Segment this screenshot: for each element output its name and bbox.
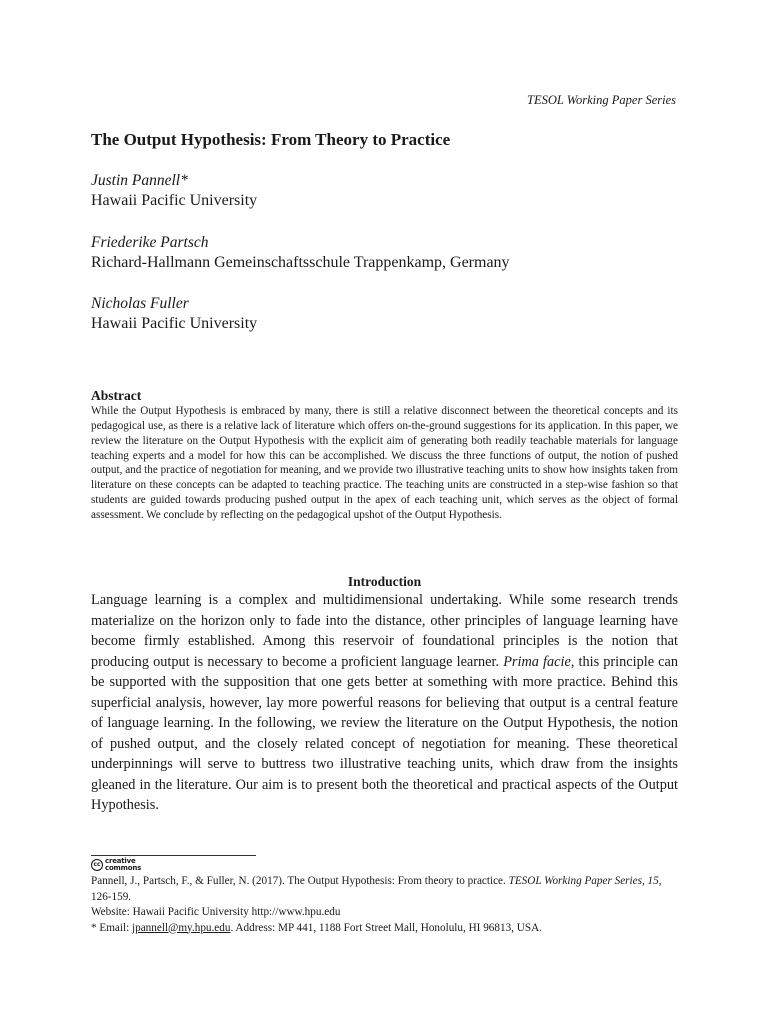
author-block bbox=[91, 294, 257, 334]
website-line: Website: Hawaii Pacific University http://www.hpu.edu bbox=[91, 906, 341, 918]
author-block bbox=[91, 233, 510, 273]
introduction-section bbox=[91, 573, 678, 816]
introduction-paragraph bbox=[91, 590, 678, 816]
abstract-heading: Abstract bbox=[91, 388, 142, 403]
abstract-section bbox=[91, 387, 678, 523]
author-affiliation: Hawaii Pacific University bbox=[91, 315, 258, 332]
author-name: Friederike Partsch bbox=[91, 234, 209, 251]
footnote bbox=[91, 874, 681, 936]
cc-wordmark-line: commons bbox=[105, 863, 142, 872]
author-affiliation: Richard-Hallmann Gemeinschaftsschule Trappenkamp, Germany bbox=[91, 254, 510, 271]
email-link[interactable]: jpannell@my.hpu.edu bbox=[132, 921, 231, 934]
intro-text-part: , this principle can be supported with the supposition that one gets better at something with more practice. Behind this superficial analysis, however, lay more powerful reasons for believing that output is a central feature of language learning. In the following, we review the literature on the Output Hypothesis, the notion of pushed output, and the closely related concept of negotiation for meaning. These theoretical underpinnings will serve to buttress two illustrative teaching units, which draw from the insights gleaned in the literature. Our aim is to present both the theoretical and practical aspects of the Output Hypothesis. bbox=[91, 653, 679, 813]
running-head: TESOL Working Paper Series bbox=[527, 93, 676, 107]
cc-wordmark-line: creative bbox=[105, 857, 136, 865]
citation-pages: , 126-159. bbox=[91, 875, 662, 903]
citation-text: Pannell, J., Partsch, F., & Fuller, N. (2017). The Output Hypothesis: From theory to practice. bbox=[91, 875, 509, 887]
author-name: Nicholas Fuller bbox=[91, 295, 189, 312]
citation bbox=[91, 874, 681, 905]
contact-line bbox=[91, 921, 681, 937]
footnote-divider bbox=[91, 855, 256, 856]
intro-text-part: Language learning is a complex and multidimensional undertaking. While some research trends materialize on the horizon only to fade into the distance, other principles of language learning have become firmly established. Among this reservoir of foundational principles is the notion that producing output is necessary to become a proficient language learner. bbox=[91, 592, 678, 670]
citation-journal: TESOL Working Paper Series, 15 bbox=[508, 875, 659, 887]
address-text: . Address: MP 441, 1188 Fort Street Mall, Honolulu, HI 96813, USA. bbox=[230, 921, 542, 934]
cc-wordmark bbox=[105, 858, 141, 871]
paper-title: The Output Hypothesis: From Theory to Practice bbox=[91, 130, 451, 149]
abstract-text: While the Output Hypothesis is embraced by many, there is still a relative disconnect between the theoretical concepts and its pedagogical use, as there is a relative lack of literature which offers on-the-ground suggestions for its application. In this paper, we review the literature on the Output Hypothesis with the explicit aim of generating both readily teachable materials for language teaching experts and a model for how this can be accomplished. We discuss the three functions of output, the notion of pushed output, and the practice of negotiation for meaning, and we provide two illustrative teaching units to show how insights taken from literature on these concepts can be adapted to teaching practice. The teaching units are constructed in a step-wise fashion so that students are guided towards producing pushed output in the apex of each teaching unit, which serves as the object of formal assessment. We conclude by reflecting on the pedagogical upshot of the Output Hypothesis. bbox=[91, 405, 678, 521]
author-block bbox=[91, 171, 257, 211]
intro-italic-phrase: Prima facie bbox=[503, 653, 571, 670]
author-affiliation: Hawaii Pacific University bbox=[91, 192, 258, 209]
cc-icon: cc bbox=[91, 859, 103, 871]
introduction-heading: Introduction bbox=[347, 574, 422, 589]
creative-commons-logo bbox=[91, 858, 141, 871]
email-label: * Email: bbox=[91, 921, 133, 934]
author-name: Justin Pannell* bbox=[91, 172, 188, 189]
